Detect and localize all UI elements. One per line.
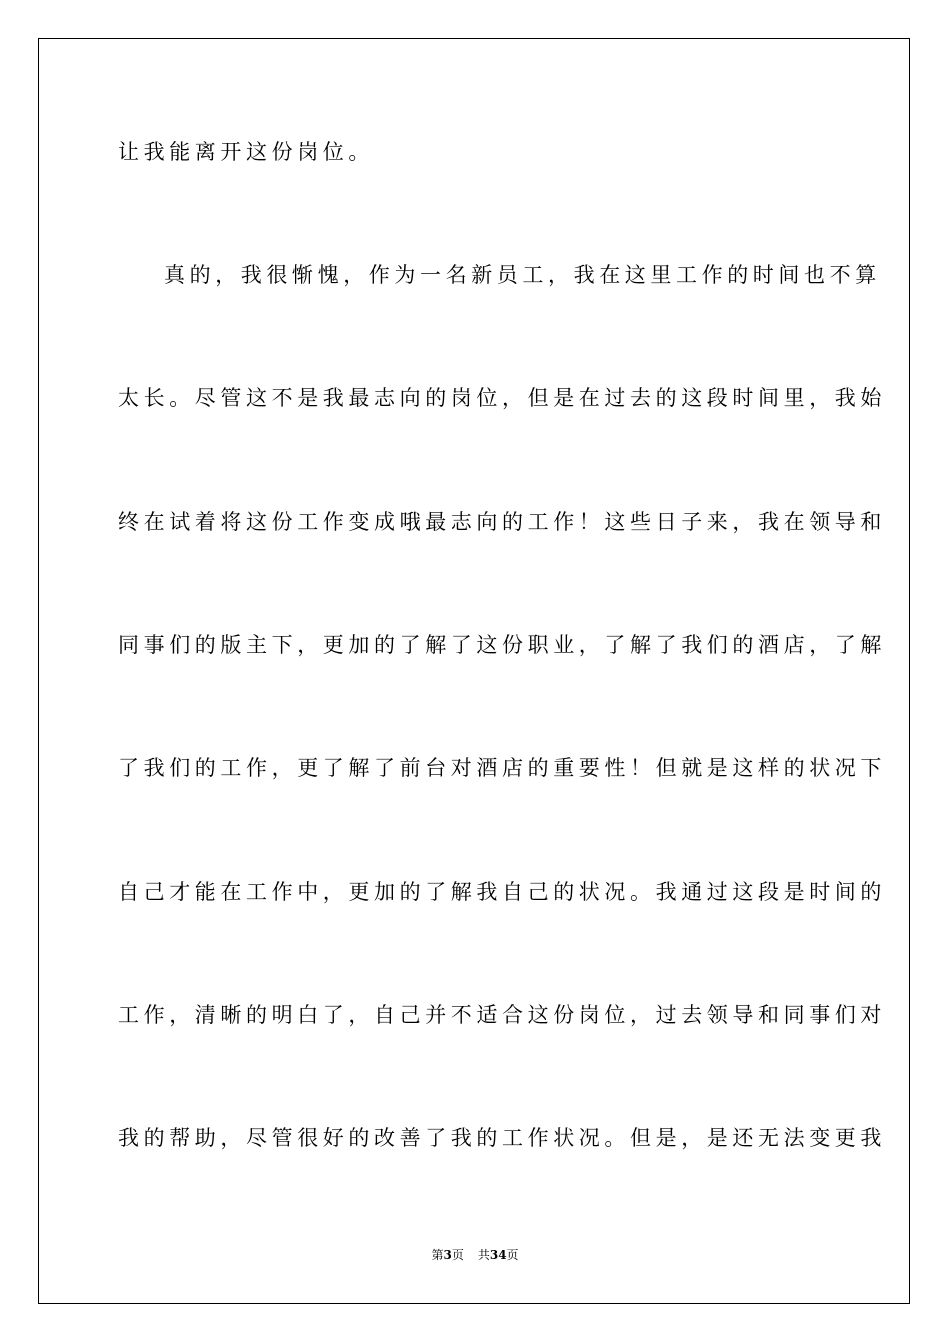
page-number: 3 [443, 1248, 452, 1262]
page-footer [0, 1247, 950, 1263]
total-pages: 34 [489, 1248, 507, 1262]
total-prefix: 共 [477, 1248, 490, 1262]
page-suffix: 页 [451, 1248, 464, 1262]
text-line-1: 让我能离开这份岗位。 [118, 140, 374, 164]
page-prefix: 第 [431, 1248, 444, 1262]
text-line-4: 终在试着将这份工作变成哦最志向的工作！这些日子来，我在领导和 [118, 510, 886, 534]
text-line-5: 同事们的版主下，更加的了解了这份职业，了解了我们的酒店，了解 [118, 633, 886, 657]
text-line-9: 我的帮助，尽管很好的改善了我的工作状况。但是，是还无法变更我 [118, 1126, 886, 1150]
text-line-6: 了我们的工作，更了解了前台对酒店的重要性！但就是这样的状况下 [118, 756, 886, 780]
text-line-8: 工作，清晰的明白了，自己并不适合这份岗位，过去领导和同事们对 [118, 1003, 886, 1027]
page-border [38, 38, 910, 1304]
text-line-3: 太长。尽管这不是我最志向的岗位，但是在过去的这段时间里，我始 [118, 386, 886, 410]
text-line-2: 真的，我很惭愧，作为一名新员工，我在这里工作的时间也不算 [164, 263, 881, 287]
total-suffix: 页 [506, 1248, 519, 1262]
text-line-7: 自己才能在工作中，更加的了解我自己的状况。我通过这段是时间的 [118, 880, 886, 904]
